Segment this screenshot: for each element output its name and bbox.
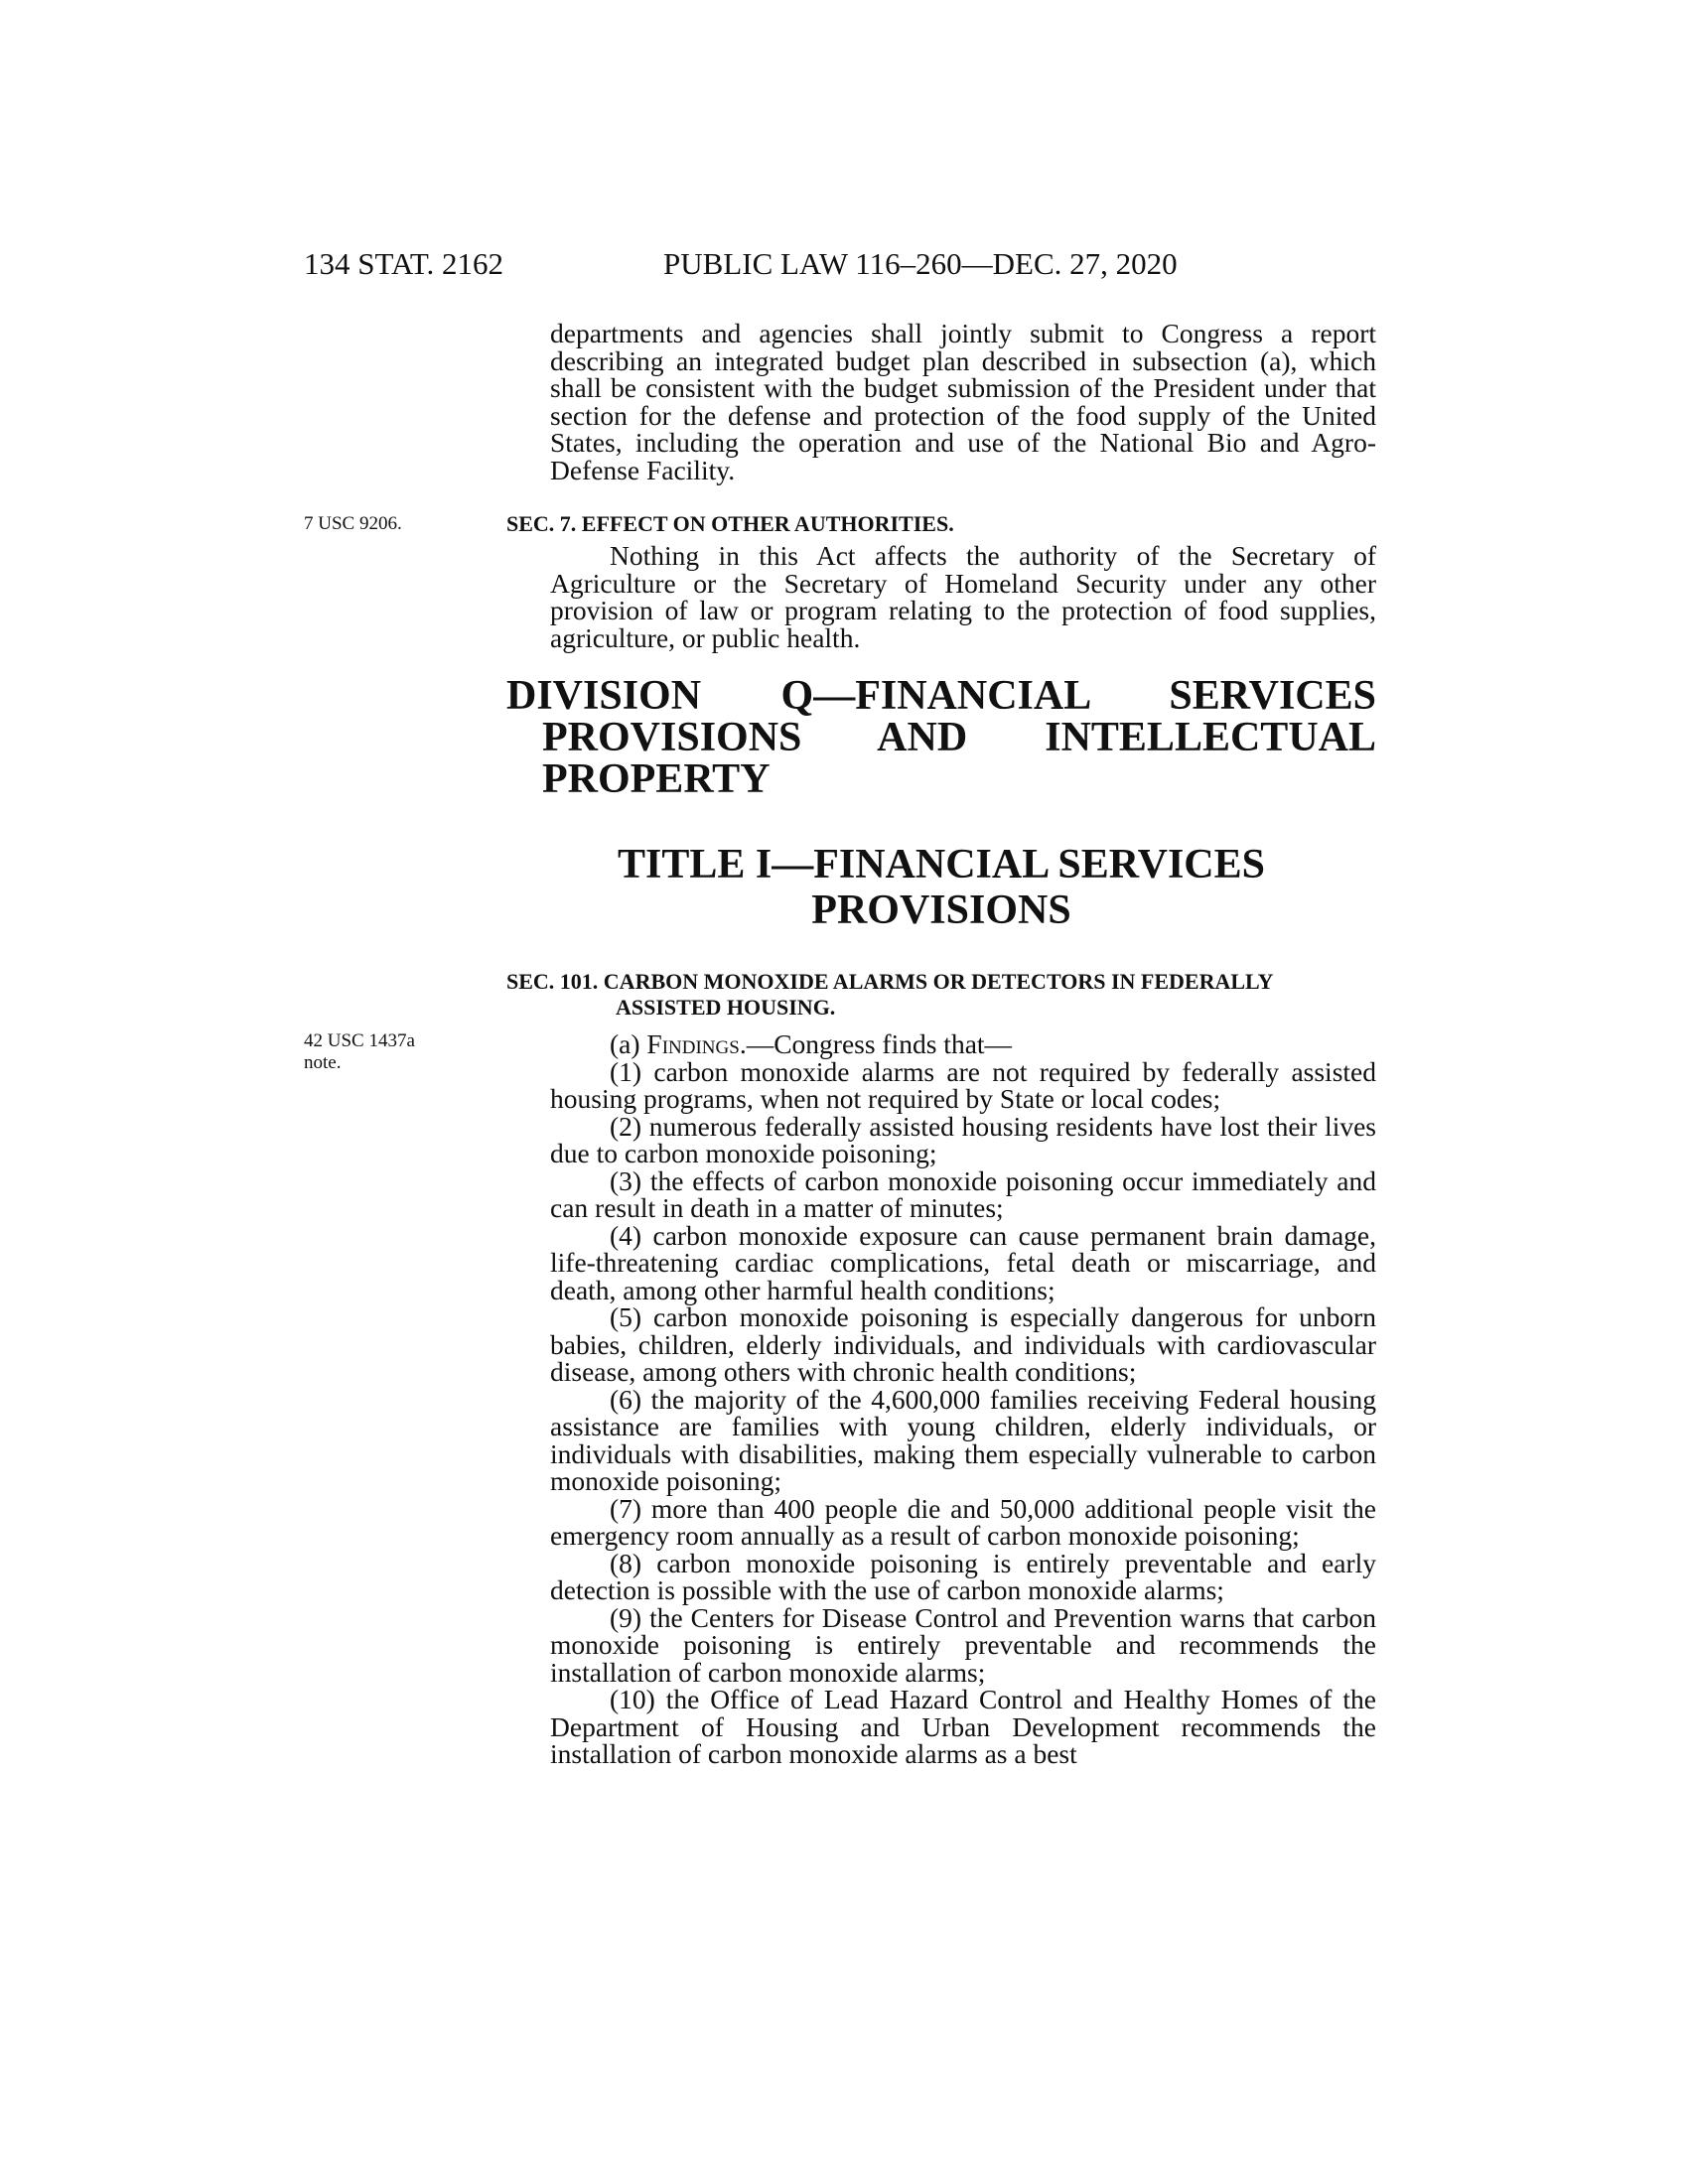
findings-label: Findings bbox=[646, 1028, 740, 1059]
finding-item: (3) the effects of carbon monoxide poisoning occur immediately and can result in death in a matter of minutes; bbox=[550, 1164, 1376, 1223]
findings-intro bbox=[550, 1030, 1376, 1058]
finding-item: (1) carbon monoxide alarms are not required by federally assisted housing programs, when not required by State or local codes; bbox=[550, 1055, 1376, 1114]
sec101-margin-note bbox=[304, 1030, 415, 1074]
finding-item: (10) the Office of Lead Hazard Control and Healthy Homes of the Department of Housing and Urban Development recommends the installation of carbon monoxide alarms as a best bbox=[550, 1684, 1376, 1769]
title-heading-line1: TITLE I—FINANCIAL SERVICES bbox=[617, 842, 1266, 887]
findings-prefix: (a) bbox=[610, 1028, 647, 1059]
findings-intro-text: .—Congress finds that— bbox=[739, 1028, 1013, 1059]
sec7-text: Nothing in this Act affects the authority of the Secretary of Agriculture or the Secretary of Homeland Security under any other provision of law or program relating to the protection of food supplies, agriculture, or public health. bbox=[550, 540, 1376, 653]
sec7-body bbox=[550, 542, 1376, 651]
sec7-heading: SEC. 7. EFFECT ON OTHER AUTHORITIES. bbox=[506, 511, 954, 536]
finding-item: (4) carbon monoxide exposure can cause permanent brain damage, life-threatening cardiac complications, fetal death or miscarriage, and death, among other harmful health conditions; bbox=[550, 1219, 1376, 1305]
continuation-paragraph: departments and agencies shall jointly submit to Congress a report describing an integrated budget plan described in subsection (a), which shall be consistent with the budget submission of the President under that section for the defense and protection of the food supply of the United States, including the operation and use of the National Bio and Agro-Defense Facility. bbox=[550, 318, 1376, 485]
running-head: PUBLIC LAW 116–260—DEC. 27, 2020 bbox=[663, 246, 1178, 281]
finding-item: (2) numerous federally assisted housing residents have lost their lives due to carbon monoxide poisoning; bbox=[550, 1110, 1376, 1168]
sec101-body bbox=[550, 1030, 1376, 1768]
continuation-block bbox=[550, 320, 1376, 483]
finding-item: (6) the majority of the 4,600,000 families receiving Federal housing assistance are families with young children, elderly individuals, or individuals with disabilities, making them especially vulnerable to carbon monoxide poisoning; bbox=[550, 1383, 1376, 1496]
finding-item: (8) carbon monoxide poisoning is entirely preventable and early detection is possible with the use of carbon monoxide alarms; bbox=[550, 1547, 1376, 1605]
finding-item: (9) the Centers for Disease Control and Prevention warns that carbon monoxide poisoning is entirely preventable and recommends the installation of carbon monoxide alarms; bbox=[550, 1601, 1376, 1688]
finding-item: (7) more than 400 people die and 50,000 additional people visit the emergency room annually as a result of carbon monoxide poisoning; bbox=[550, 1492, 1376, 1551]
finding-item: (5) carbon monoxide poisoning is especially dangerous for unborn babies, children, elderly individuals, and individuals with cardiovascular disease, among others with chronic health conditions; bbox=[550, 1301, 1376, 1387]
page-header bbox=[304, 246, 1376, 286]
sec101-margin-note-line1: 42 USC 1437a bbox=[304, 1030, 415, 1051]
title-heading-line2: PROVISIONS bbox=[811, 887, 1071, 933]
statute-page-number: 134 STAT. 2162 bbox=[304, 246, 504, 281]
sec101-margin-note-line2: note. bbox=[304, 1052, 342, 1073]
division-heading: DIVISION Q—FINANCIAL SERVICES PROVISIONS AND INTELLECTUAL PROPERTY bbox=[506, 673, 1376, 802]
sec101-heading: SEC. 101. CARBON MONOXIDE ALARMS OR DETECTORS IN FEDERALLY ASSISTED HOUSING. bbox=[506, 969, 1273, 1020]
sec7-margin-note: 7 USC 9206. bbox=[304, 513, 402, 534]
title-heading bbox=[506, 842, 1376, 933]
